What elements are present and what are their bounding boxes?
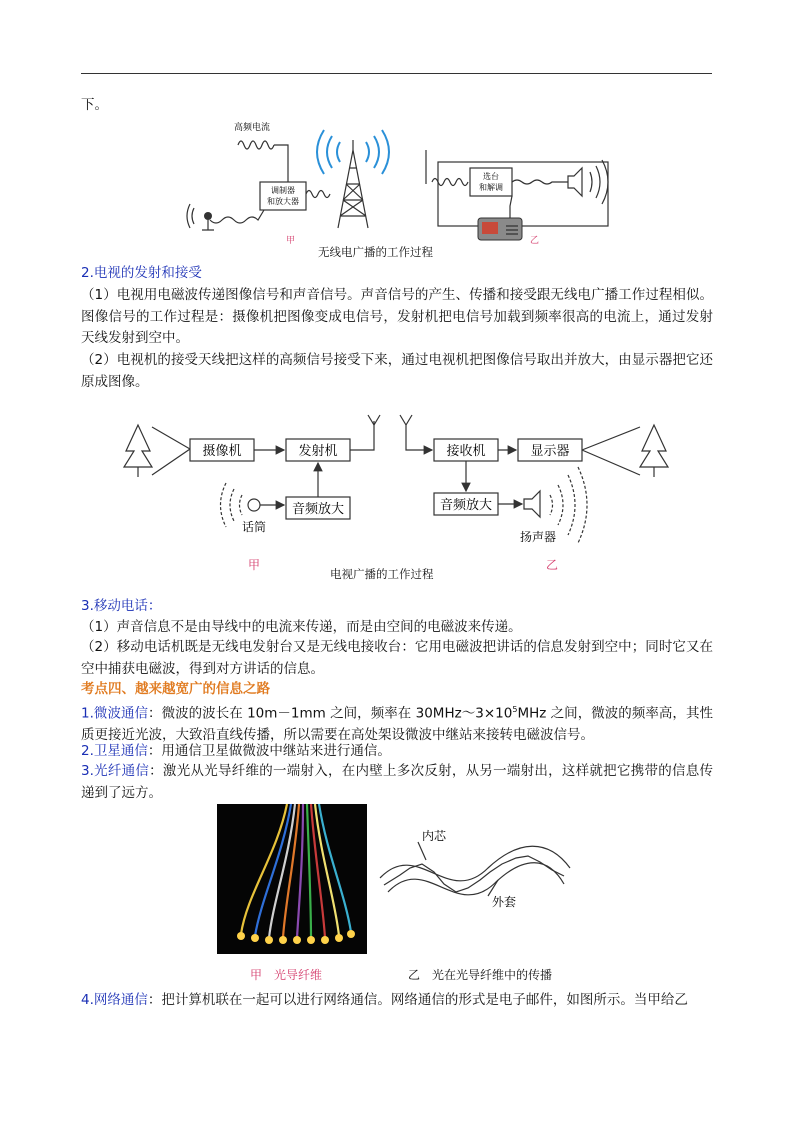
fiber-caption-jia: 甲 光导纤维 (250, 968, 323, 982)
fiber-caption-yi: 乙 光在光导纤维中的传播 (408, 968, 553, 982)
fiber-text: ：激光从光导纤维的一端射入，在内壁上多次反射，从另一端射出，这样就把它携带的信息传递到了远方。 (81, 763, 713, 801)
section-3-heading: 3.移动电话： (81, 598, 162, 614)
section-2-heading: 2.电视的发射和接受 (81, 265, 202, 281)
modulator-label-2: 和放大器 (267, 197, 299, 206)
tv-figure-caption: 电视广播的工作过程 (330, 567, 434, 581)
radio-set-icon (478, 218, 522, 240)
tv-broadcast-figure (120, 405, 680, 580)
label-jia-tv: 甲 (248, 558, 261, 572)
radio-figure-caption: 无线电广播的工作过程 (318, 245, 433, 259)
keypoint-4-heading: 考点四、越来越宽广的信息之路 (81, 681, 270, 697)
hf-current-label: 高频电流 (234, 123, 271, 133)
satellite-label: 2.卫星通信 (81, 743, 148, 759)
top-fragment: 下。 (81, 97, 108, 113)
microwave-paragraph (81, 699, 713, 747)
label-yi-radio: 乙 (530, 236, 540, 246)
fiber-propagation-figure (378, 828, 578, 923)
view-cone-right (582, 427, 640, 475)
section-2-p1: （1）电视用电磁波传递图像信号和声音信号。声音信号的产生、传播和接受跟无线电广播工作过程相似。图像信号的工作过程是：摄像机把图像变成电信号，发射机把电信号加载到频率很高的电流上，通过发射天线发射到空中。 (81, 287, 713, 346)
inner-core-label: 内芯 (422, 829, 447, 843)
receiver-label: 接收机 (446, 444, 486, 459)
audio-amp-right-label: 音频放大 (439, 498, 493, 513)
sound-waves-left (187, 204, 194, 228)
fiber-label: 3.光纤通信 (81, 763, 150, 779)
hf-wave (238, 141, 274, 149)
demod-label-1: 选台 (483, 172, 499, 181)
satellite-paragraph (81, 741, 713, 763)
speaker-icon-tv (524, 491, 540, 517)
audio-wire (210, 210, 264, 223)
microwave-label: 1.微波通信 (81, 705, 149, 722)
label-jia-radio: 甲 (286, 236, 296, 246)
view-cone-left (152, 427, 190, 475)
demod-label-2: 和解调 (479, 183, 503, 192)
network-paragraph (81, 990, 713, 1012)
inner-core-pointer (418, 842, 426, 860)
fiber-paragraph (81, 761, 713, 804)
tree-right-icon (640, 425, 668, 477)
section-2-p2: （2）电视机的接受天线把这样的高频信号接受下来，通过电视机把图像信号取出并放大，由显示器把它还原成图像。 (81, 352, 713, 390)
mic-sound-waves (221, 483, 243, 527)
satellite-text: ：用通信卫星做微波中继站来进行通信。 (147, 743, 391, 759)
modulator-label-1: 调制器 (271, 186, 295, 195)
speaker-label: 扬声器 (520, 530, 557, 544)
modulated-wave (306, 191, 330, 198)
antenna-right-icon (400, 415, 432, 450)
microwave-text-a: ：微波的波长在 10m－1mm 之间，频率在 30MHz～3×10 (148, 705, 513, 722)
section-3-p2: （2）移动电话机既是无线电发射台又是无线电接收台：它用电磁波把讲话的信息发射到空中；同时它又在空中捕获电磁波，得到对方讲话的信息。 (81, 639, 713, 677)
network-text: ：把计算机联在一起可以进行网络通信。网络通信的形式是电子邮件，如图所示。当甲给乙 (147, 992, 688, 1008)
mic-label: 话筒 (242, 520, 267, 534)
transmitter-label: 发射机 (298, 444, 338, 459)
label-yi-tv: 乙 (546, 558, 559, 572)
microwave-text-b: MHz 之间，微波的频率高，其性质更接近光波，大致沿直线传播，所以需要在高处架设微波中继站来接转电磁波信号。 (81, 705, 713, 743)
audio-amp-left-label: 音频放大 (291, 502, 345, 517)
mic-left-icon (248, 499, 260, 511)
tower-icon (338, 140, 368, 228)
section-3-p1: （1）声音信息不是由导线中的电流来传递，而是由空间的电磁波来传递。 (81, 619, 522, 635)
outer-sheath-label: 外套 (492, 895, 517, 909)
network-label: 4.网络通信 (81, 992, 148, 1008)
fiber-outer-bottom (388, 863, 564, 895)
transmitter-to-antenna (350, 421, 374, 450)
display-label: 显示器 (530, 444, 570, 459)
microwave-sup: 5 (512, 705, 518, 714)
mic-icon (204, 212, 212, 220)
tree-left-icon (124, 425, 152, 477)
camera-label: 摄像机 (202, 444, 242, 459)
radio-broadcast-figure (180, 120, 620, 260)
light-path (384, 856, 564, 892)
optical-fiber-photo (217, 804, 367, 954)
header-rule (81, 73, 712, 74)
